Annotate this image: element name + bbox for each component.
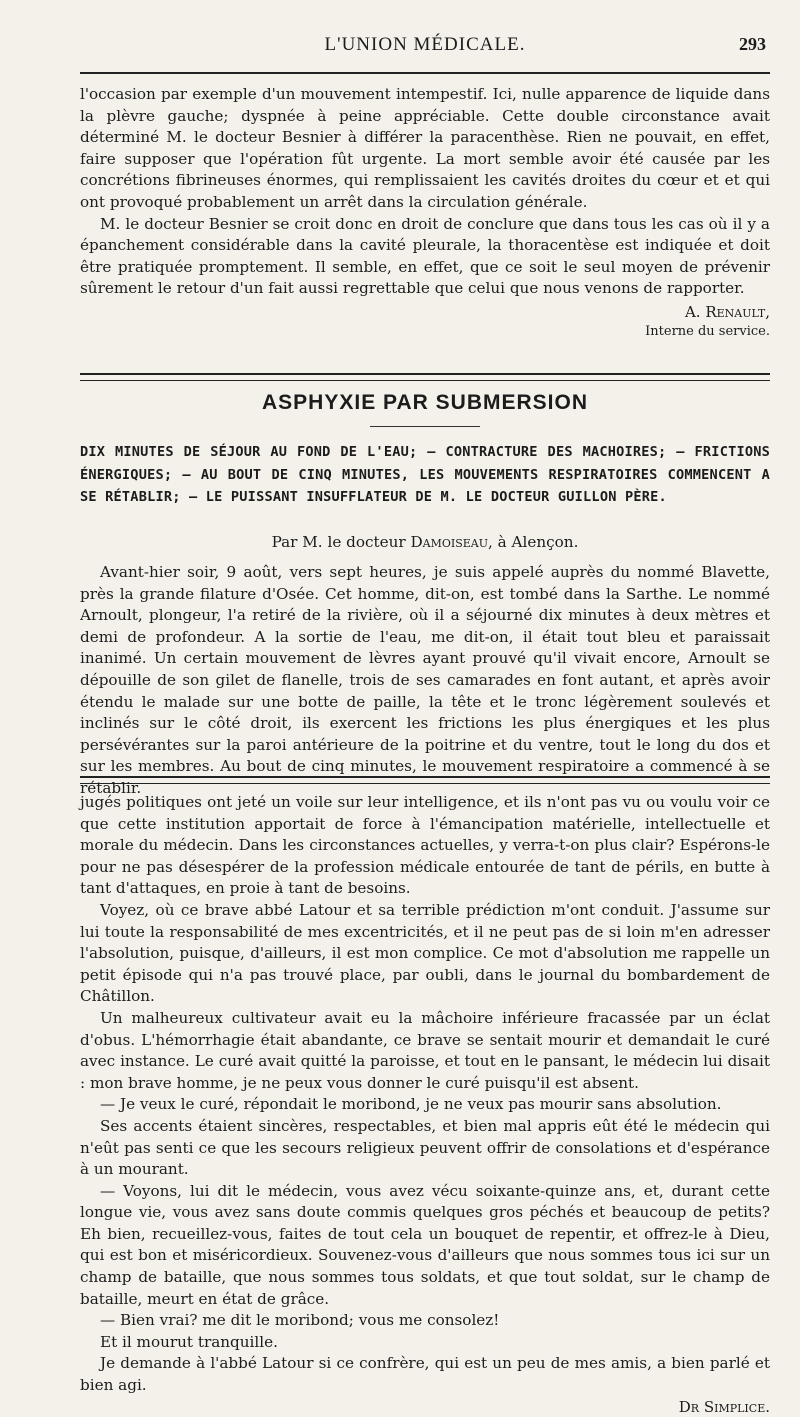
article-signature-name: A. Renault, bbox=[684, 302, 770, 321]
page-header bbox=[80, 34, 770, 64]
feuilleton-separator bbox=[80, 776, 770, 784]
feuilleton-paragraph: Un malheureux cultivateur avait eu la mâchoire inférieure fracassée par un éclat d'obus. L'hémorrhagie était abandante, ce brave se sentait mourir et demandait le curé avec instance. Le curé avait quitté la paroisse, et tout en le pansant, le médecin lui disait : mon brave homme, je ne peux vous donner le curé puisqu'il est absent. bbox=[80, 1008, 770, 1092]
running-title: L'UNION MÉDICALE. bbox=[324, 34, 526, 55]
article-signature-title: Interne du service. bbox=[645, 323, 770, 339]
feuilleton bbox=[80, 792, 770, 1417]
feuilleton-signature: Dr Simplice. bbox=[678, 1397, 770, 1416]
feuilleton-paragraph: — Voyons, lui dit le médecin, vous avez vécu soixante-quinze ans, et, durant cette longue vie, vous avez sans doute commis quelques gros péchés et beaucoup de petits? Eh bien, recueillez-vous, faites de tout cela un bouquet de repentir, et offrez-le à Dieu, qui est bon et miséricordieux. Souvenez-vous d'ailleurs que nous sommes tous ici sur un champ de bataille, que nous sommes tous soldats, et que tout soldat, sur le champ de bataille, meurt en état de grâce. bbox=[80, 1181, 770, 1308]
article-paragraph: M. le docteur Besnier se croit donc en droit de conclure que dans tous les cas où il y a épanchement considérable dans la cavité pleurale, la thoracentèse est indiquée et doit être pratiquée promptement. Il semble, en effet, que ce soit le seul moyen de prévenir sûrement le retour d'un fait aussi regrettable que celui que nous venons de rapporter. bbox=[80, 214, 770, 298]
feuilleton-paragraph: jugés politiques ont jeté un voile sur leur intelligence, et ils n'ont pas vu ou voulu voir ce que cette institution apportait de force à l'émancipation matérielle, intellectuelle et morale du médecin. Dans les circonstances actuelles, y verra-t-on plus clair? Espérons-le pour ne pas désespérer de la profession médicale entourée de tant de périls, en butte à tant d'attaques, en proie à tant de besoins. bbox=[80, 793, 770, 898]
header-rule bbox=[80, 72, 770, 74]
feuilleton-paragraph: — Je veux le curé, répondait le moribond, je ne veux pas mourir sans absolution. bbox=[100, 1095, 722, 1114]
article-paragraph: l'occasion par exemple d'un mouvement intempestif. Ici, nulle apparence de liquide dans la plèvre gauche; dyspnée à peine appréciable. Cette double circonstance avait déterminé M. le docteur Besnier à différer la paracenthèse. Rien ne pouvait, en effet, faire supposer que l'opération fût urgente. La mort semble avoir été causée par les concrétions fibrineuses énormes, qui remplissaient les cavités droites du cœur et et qui ont provoqué probablement un arrêt dans la circulation générale. bbox=[80, 85, 770, 211]
section-title: ASPHYXIE PAR SUBMERSION bbox=[262, 391, 588, 414]
section-summary bbox=[80, 441, 770, 509]
title-underline bbox=[370, 426, 480, 427]
feuilleton-paragraph: Voyez, où ce brave abbé Latour et sa terrible prédiction m'ont conduit. J'assume sur lui toute la responsabilité de mes excentricités, et il ne peut pas de si loin m'en adresser l'absolution, puisque, d'ailleurs, il est mon complice. Ce mot d'absolution me rappelle un petit épisode qui n'a pas trouvé place, par oubli, dans le journal du bombardement de Châtillon. bbox=[80, 900, 770, 1006]
byline-prefix: Par M. le docteur bbox=[271, 533, 406, 551]
top-article bbox=[80, 84, 770, 342]
page-number: 293 bbox=[739, 34, 766, 54]
asphyxie-body bbox=[80, 562, 770, 800]
section-separator bbox=[80, 373, 770, 381]
feuilleton-paragraph: Ses accents étaient sincères, respectables, et bien mal appris eût été le médecin qui n'eût pas senti ce que les secours religieux peuvent offrir de consolations et d'espérance à un mourant. bbox=[80, 1116, 770, 1179]
byline-suffix: , à Alençon. bbox=[488, 533, 579, 551]
feuilleton-paragraph: — Bien vrai? me dit le moribond; vous me consolez! bbox=[100, 1311, 500, 1330]
author-name: Damoiseau bbox=[410, 533, 488, 551]
feuilleton-paragraph: Et il mourut tranquille. bbox=[100, 1332, 278, 1351]
summary-text: DIX MINUTES DE SÉJOUR AU FOND DE L'EAU; — CONTRACTURE DES MACHOIRES; — FRICTIONS ÉNERGIQUES; — AU BOUT DE CINQ MINUTES, LES MOUVEMENTS RESPIRATOIRES COMMENCENT A SE RÉTABLIR; — LE PUISSANT INSUFFLATEUR DE M. LE DOCTEUR GUILLON PÈRE. bbox=[80, 444, 770, 505]
feuilleton-paragraph: Je demande à l'abbé Latour si ce confrère, qui est un peu de mes amis, a bien parlé et bien agi. bbox=[80, 1354, 770, 1395]
article-paragraph: Avant-hier soir, 9 août, vers sept heures, je suis appelé auprès du nommé Blavette, près la grande filature d'Osée. Cet homme, dit-on, est tombé dans la Sarthe. Le nommé Arnoult, plongeur, l'a retiré de la rivière, où il a séjourné dix minutes à deux mètres et demi de profondeur. A la sortie de l'eau, me dit-on, il était tout bleu et paraissait inanimé. Un certain mouvement de lèvres ayant prouvé qu'il vivait encore, Arnoult se dépouille de son gilet de flanelle, trois de ses camarades en font autant, et après avoir étendu le malade sur une botte de paille, la tête et le tronc légèrement soulevés et inclinés sur le côté droit, ils exercent les frictions les plus énergiques et les plus persévérantes sur la paroi antérieure de la poitrine et du ventre, tout le long du dos et sur les membres. Au bout de cinq minutes, le mouvement respiratoire a commencé à se rétablir. bbox=[80, 563, 770, 797]
byline bbox=[80, 532, 770, 552]
